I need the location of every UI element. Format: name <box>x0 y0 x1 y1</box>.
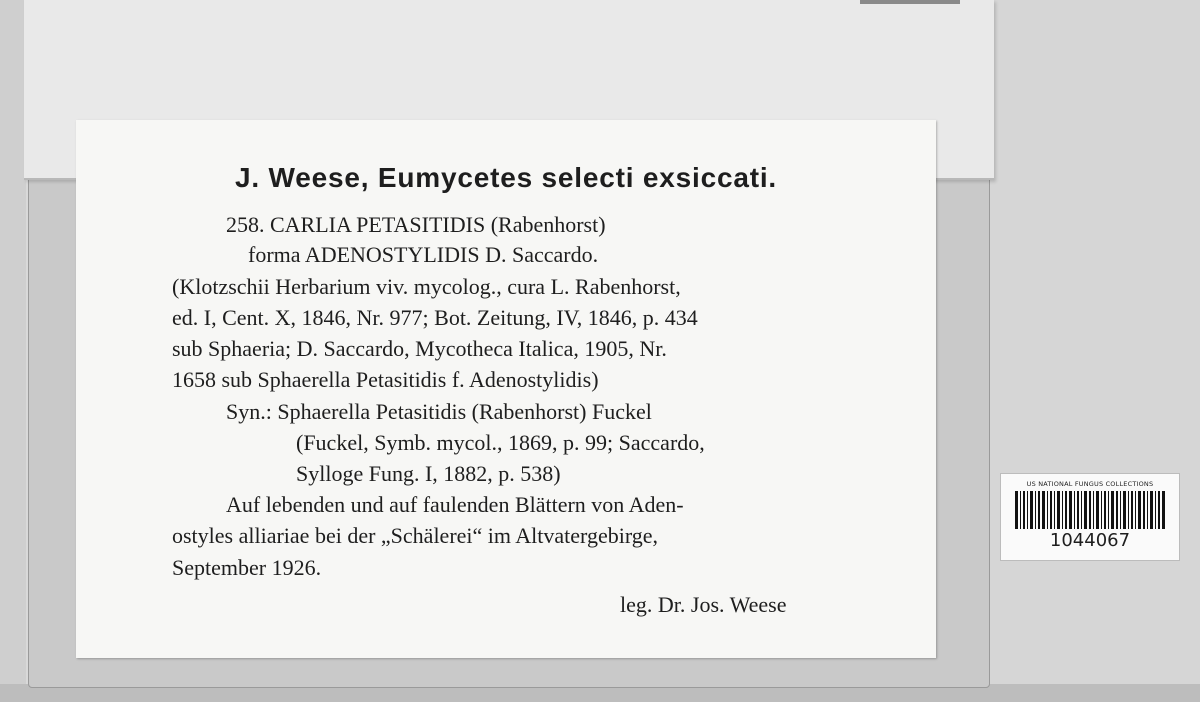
label-line-locality-1: Auf lebenden und auf faulenden Blättern von Aden- <box>226 492 684 517</box>
label-line-synonym-ref-2: Sylloge Fung. I, 1882, p. 538) <box>296 461 561 486</box>
barcode-number: 1044067 <box>1049 530 1131 551</box>
label-line-date: September 1926. <box>172 555 322 580</box>
label-line-locality-2: ostyles alliariae bei der „Schälerei“ im Altvatergebirge, <box>172 523 659 548</box>
label-line-species: 258. CARLIA PETASITIDIS (Rabenhorst) <box>226 212 606 237</box>
barcode-label <box>1000 473 1180 561</box>
packet-edge-strip <box>860 0 960 4</box>
label-line-collector: leg. Dr. Jos. Weese <box>620 592 787 617</box>
label-line-citation-4: 1658 sub Sphaerella Petasitidis f. Adenostylidis) <box>172 367 599 392</box>
label-line-citation-2: ed. I, Cent. X, 1846, Nr. 977; Bot. Zeitung, IV, 1846, p. 434 <box>172 305 698 330</box>
label-title: J. Weese, Eumycetes selecti exsiccati. <box>235 162 777 193</box>
herbarium-label <box>76 120 936 658</box>
barcode-header: US NATIONAL FUNGUS COLLECTIONS <box>1026 480 1154 488</box>
label-line-citation-1: (Klotzschii Herbarium viv. mycolog., cura L. Rabenhorst, <box>172 274 681 299</box>
background-left <box>0 0 26 702</box>
label-line-citation-3: sub Sphaeria; D. Saccardo, Mycotheca Italica, 1905, Nr. <box>172 336 667 361</box>
label-line-synonym-ref-1: (Fuckel, Symb. mycol., 1869, p. 99; Saccardo, <box>296 430 705 455</box>
label-line-forma: forma ADENOSTYLIDIS D. Saccardo. <box>248 242 599 267</box>
label-line-synonym: Syn.: Sphaerella Petasitidis (Rabenhorst) Fuckel <box>226 399 652 424</box>
barcode-icon <box>1015 491 1165 529</box>
background-right <box>990 0 1200 702</box>
